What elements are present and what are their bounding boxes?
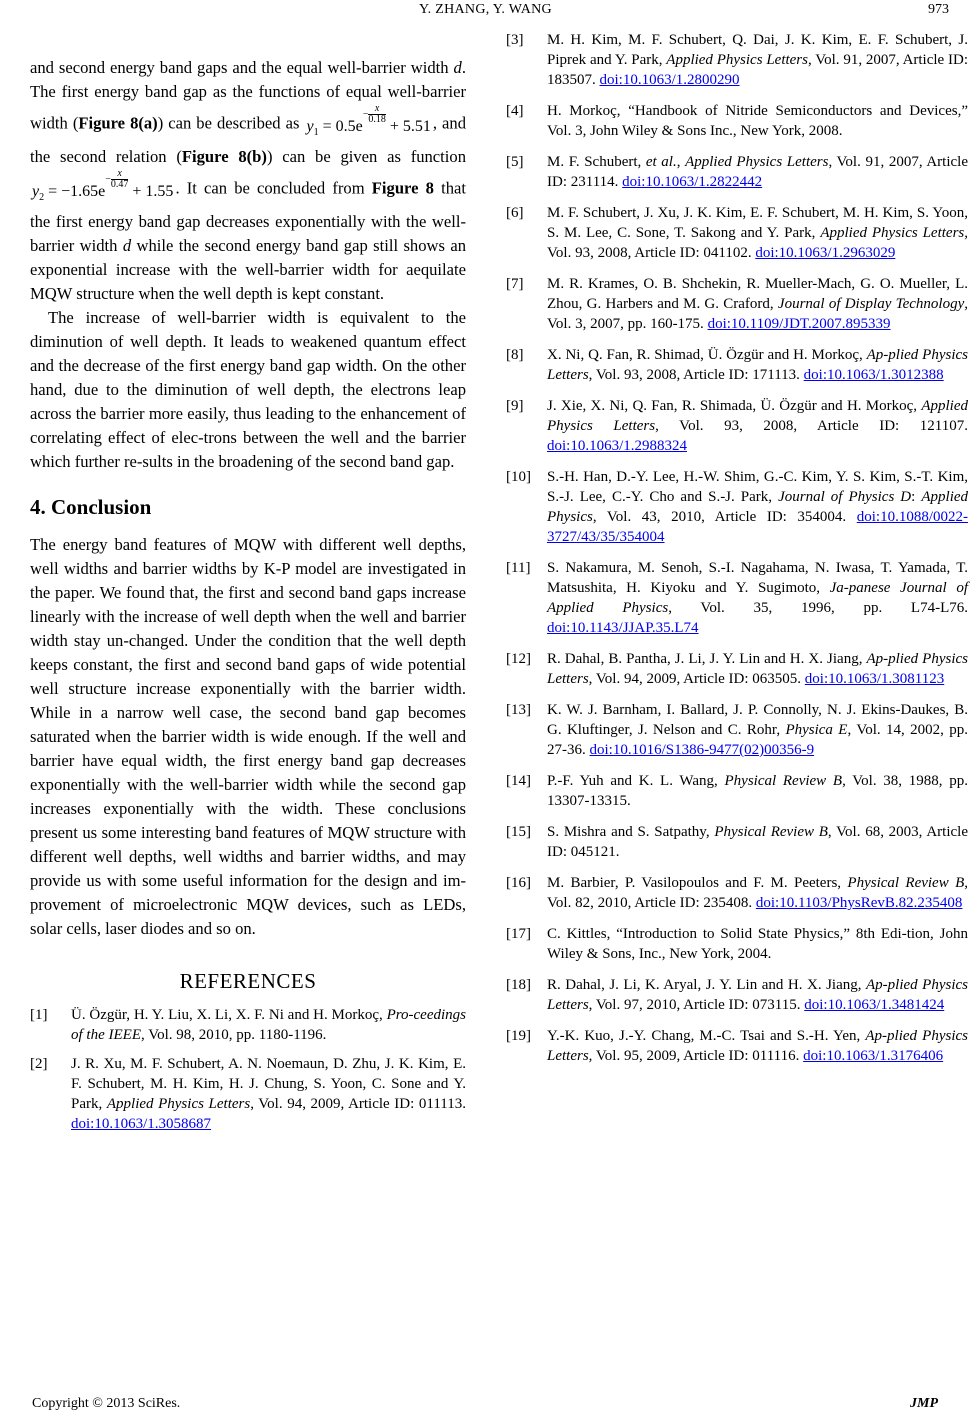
reference-text: M. H. Kim, M. F. Schubert, Q. Dai, J. K. Kim, E. F. Schubert, J. Piprek and Y. Park, <box>547 32 968 68</box>
reference-number: [6] <box>506 205 524 221</box>
reference-number: [9] <box>506 398 524 414</box>
reference-item <box>506 396 968 456</box>
reference-item <box>506 649 968 689</box>
copyright: Copyright © 2013 SciRes. <box>32 1396 181 1411</box>
reference-text: , Vol. 93, 2008, Article ID: 041102. <box>547 225 968 261</box>
reference-item <box>506 274 968 334</box>
reference-item <box>506 873 968 913</box>
reference-item <box>506 700 968 760</box>
reference-text: , Vol. 93, 2008, Article ID: 121107. <box>655 418 968 434</box>
doi-link[interactable]: doi:10.1063/1.3176406 <box>803 1048 944 1064</box>
reference-item <box>506 822 968 862</box>
reference-journal: Physica E <box>785 722 848 738</box>
doi-link[interactable]: doi:10.1063/1.3481424 <box>804 997 945 1013</box>
reference-text: , Vol. 3, 2007, pp. 160-175. <box>547 296 968 332</box>
paragraph-conclusion: The energy band features of MQW with different well depths, well widths and barrier widths by K-P model are investigated in the paper. We found that, the first and second band gaps increase linearly with the increase of well depth when the well and barrier width stay un-changed. Under the condition that the well depth keeps constant, the first and second band gaps of wide potential well structure increase exponentially with the barrier width. While in a narrow well case, the second band gap becomes saturated when the barrier width is wide enough. If the well and barrier have equal width, the first energy band gap decreases exponentially with the well-barrier width while the second gap increases exponentially with the width. These conclusions present us some interesting band features of MQW structure with different well depths, well widths and barrier widths, and may provide us with some useful information for the design and im-provement of microelectronic MQW devices, such as LEDs, solar cells, laser diodes and so on. <box>30 534 466 938</box>
reference-journal: et al. <box>645 154 677 170</box>
reference-text: C. Kittles, “Introduction to Solid State Physics,” 8th Edi-tion, John Wiley & Sons, Inc., New York, 2004. <box>547 926 968 962</box>
reference-journal: Ap-plied Physics Letters <box>547 1028 968 1064</box>
reference-text: : <box>911 489 922 505</box>
reference-item <box>30 1054 466 1134</box>
reference-text: , Vol. 35, 1996, pp. L74-L76. <box>668 600 968 616</box>
reference-item <box>30 1005 466 1045</box>
formula-y1: $y_1 = 0.5e-$ $\frac{x}{0.18}$ + 5.51 <box>306 103 431 138</box>
reference-item <box>506 558 968 638</box>
reference-text: S.-H. Han, D.-Y. Lee, H.-W. Shim, G.-C. Kim, Y. S. Kim, S.-T. Kim, S.-J. Lee, C.-Y. Cho and S.-J. Park, <box>547 469 968 505</box>
references-list-right <box>506 30 968 1077</box>
references-list-left <box>30 1005 466 1134</box>
reference-journal: Applied Physics Letters <box>666 52 808 68</box>
reference-text: J. R. Xu, M. F. Schubert, A. N. Noemaun, D. Zhu, J. K. Kim, E. F. Schubert, M. H. Kim, H. J. Chung, S. Yoon, C. Sone and Y. Park, <box>71 1055 466 1112</box>
reference-journal: Pro-ceedings of the IEEE <box>71 1006 466 1043</box>
reference-number: [2] <box>30 1055 48 1072</box>
reference-text: M. F. Schubert, <box>547 154 646 170</box>
reference-number: [15] <box>506 824 531 840</box>
doi-link[interactable]: doi:10.1063/1.2800290 <box>599 72 740 88</box>
reference-item <box>506 203 968 263</box>
section-heading-conclusion: 4. Conclusion <box>30 494 152 519</box>
reference-journal: Journal of Display Technology <box>777 296 965 312</box>
reference-journal: Ap-plied Physics Letters <box>547 347 968 383</box>
reference-text: , Vol. 97, 2010, Article ID: 073115. <box>588 997 805 1013</box>
reference-journal: Physical Review B <box>724 773 843 789</box>
doi-link[interactable]: doi:10.1063/1.2988324 <box>547 438 688 454</box>
reference-journal: Ap-plied Physics Letters <box>547 651 968 687</box>
reference-number: [10] <box>506 469 531 485</box>
doi-link[interactable]: doi:10.1109/JDT.2007.895339 <box>707 316 891 332</box>
doi-link[interactable]: doi:10.1143/JJAP.35.L74 <box>547 620 699 636</box>
reference-text: M. Barbier, P. Vasilopoulos and F. M. Peeters, <box>547 875 848 891</box>
reference-number: [3] <box>506 32 524 48</box>
reference-text: S. Mishra and S. Satpathy, <box>547 824 715 840</box>
reference-text: , Vol. 93, 2008, Article ID: 171113. <box>588 367 804 383</box>
reference-number: [11] <box>506 560 531 576</box>
paragraph-band-gap-functions: and second energy band gaps and the equal well-barrier width d. The first energy band gap as the functions of equal well-barrier width (Figure 8(a)) can be described as $y_1 = 0.5e-$ $\frac{x}{0.18}$ + 5.51 , and the second relation (Figure 8(b)) can be given as function $y_2 = -1.65e-$ $\frac{x}{0.47}$ + 1.55 . It can be concluded from Figure 8 that the first energy band gap decreases exponentially with the well-barrier width d while the second energy band gap still shows an exponential increase with the well-barrier width for aequilate MQW structure when the well depth is kept constant. <box>30 58 466 303</box>
reference-text: M. F. Schubert, J. Xu, J. K. Kim, E. F. Schubert, M. H. Kim, S. Yoon, S. M. Lee, C. Sone, T. Sakong and Y. Park, <box>547 205 968 241</box>
reference-text: , Vol. 94, 2009, Article ID: 063505. <box>588 671 805 687</box>
reference-text: Ü. Özgür, H. Y. Liu, X. Li, X. F. Ni and H. Morkoç, <box>71 1006 387 1023</box>
reference-number: [5] <box>506 154 524 170</box>
reference-text: Y.-K. Kuo, J.-Y. Chang, M.-C. Tsai and S.-H. Yen, <box>547 1028 866 1044</box>
doi-link[interactable]: doi:10.1063/1.2822442 <box>622 174 763 190</box>
reference-item <box>506 1026 968 1066</box>
doi-link[interactable]: doi:10.1088/0022-3727/43/35/354004 <box>547 509 968 545</box>
doi-link[interactable]: doi:10.1063/1.3012388 <box>803 367 944 383</box>
reference-item <box>506 345 968 385</box>
reference-journal: Ja-panese Journal of Applied Physics <box>547 580 968 616</box>
doi-link[interactable]: doi:10.1063/1.3058687 <box>71 1115 212 1132</box>
reference-journal: Ap-plied Physics Letters <box>547 977 968 1013</box>
reference-number: [18] <box>506 977 531 993</box>
reference-text: , Vol. 91, 2007, Article ID: 183507. <box>547 52 968 88</box>
reference-text: , Vol. 94, 2009, Article ID: 011113. <box>250 1095 466 1112</box>
reference-text: , Vol. 38, 1988, pp. 13307-13315. <box>547 773 968 809</box>
doi-link[interactable]: doi:10.1063/1.3081123 <box>804 671 945 687</box>
references-heading: REFERENCES <box>179 968 317 993</box>
reference-text: , Vol. 43, 2010, Article ID: 354004. <box>592 509 857 525</box>
reference-text: , <box>676 154 686 170</box>
reference-text: , Vol. 82, 2010, Article ID: 235408. <box>547 875 968 911</box>
reference-item <box>506 975 968 1015</box>
reference-item <box>506 771 968 811</box>
reference-item <box>506 924 968 964</box>
reference-journal: Applied Physics Letters <box>106 1095 251 1112</box>
reference-text: H. Morkoç, “Handbook of Nitride Semiconductors and Devices,” Vol. 3, John Wiley & Sons Inc., New York, 2008. <box>547 103 968 139</box>
reference-journal: Applied Physics <box>547 489 969 525</box>
left-column <box>30 56 466 1143</box>
reference-number: [8] <box>506 347 524 363</box>
reference-journal: Journal of Physics D <box>778 489 912 505</box>
reference-text: , Vol. 98, 2010, pp. 1180-1196. <box>140 1026 327 1043</box>
reference-number: [19] <box>506 1028 531 1044</box>
reference-text: , Vol. 91, 2007, Article ID: 231114. <box>547 154 968 190</box>
doi-link[interactable]: doi:10.1063/1.2963029 <box>755 245 896 261</box>
reference-journal: Applied Physics Letters <box>685 154 829 170</box>
page-footer <box>32 1396 938 1412</box>
reference-text: R. Dahal, J. Li, K. Aryal, J. Y. Lin and H. X. Jiang, <box>547 977 867 993</box>
reference-text: R. Dahal, B. Pantha, J. Li, J. Y. Lin and H. X. Jiang, <box>547 651 867 667</box>
reference-journal: Physical Review B <box>714 824 828 840</box>
reference-item <box>506 101 968 141</box>
reference-item <box>506 467 968 547</box>
reference-journal: Applied Physics Letters <box>820 225 965 241</box>
reference-text: , Vol. 68, 2003, Article ID: 045121. <box>547 824 968 860</box>
reference-number: [13] <box>506 702 531 718</box>
reference-item <box>506 152 968 192</box>
reference-journal: Applied Physics Letters <box>547 398 968 434</box>
reference-number: [1] <box>30 1006 48 1023</box>
reference-number: [12] <box>506 651 531 667</box>
reference-number: [14] <box>506 773 531 789</box>
reference-text: , Vol. 95, 2009, Article ID: 011116. <box>588 1048 804 1064</box>
formula-y2: $y_2 = -1.65e-$ $\frac{x}{0.47}$ + 1.55 <box>32 167 174 203</box>
reference-item <box>506 30 968 90</box>
reference-text: K. W. J. Barnham, I. Ballard, J. P. Connolly, N. J. Ekins-Daukes, B. G. Kluftinger, J. Nelson and C. Rohr, <box>547 702 968 738</box>
reference-number: [16] <box>506 875 531 891</box>
running-title: Y. ZHANG, Y. WANG <box>419 2 552 17</box>
reference-text: X. Ni, Q. Fan, R. Shimad, Ü. Özgür and H. Morkoç, <box>547 347 867 363</box>
doi-link[interactable]: doi:10.1016/S1386-9477(02)00356-9 <box>589 742 815 758</box>
journal-abbrev: JMP <box>910 1396 938 1411</box>
doi-link[interactable]: doi:10.1103/PhysRevB.82.235408 <box>755 895 963 911</box>
page-header <box>0 0 971 22</box>
reference-number: [17] <box>506 926 531 942</box>
paragraph-well-barrier: The increase of well-barrier width is equivalent to the diminution of well depth. It leads to weakened quantum effect and the decrease of the first energy band gap width. On the other hand, due to the diminution of well depth, the electrons leap across the barrier more easily, thus leading to the enhancement of correlating effect of elec-trons between the well and the barrier which further re-sults in the broadening of the second band gap. <box>30 307 466 471</box>
reference-text: , Vol. 14, 2002, pp. 27-36. <box>547 722 968 758</box>
reference-text: P.-F. Yuh and K. L. Wang, <box>547 773 725 789</box>
page-number: 973 <box>928 2 949 17</box>
reference-number: [7] <box>506 276 524 292</box>
reference-text: J. Xie, X. Ni, Q. Fan, R. Shimada, Ü. Özgür and H. Morkoç, <box>547 398 922 414</box>
reference-number: [4] <box>506 103 524 119</box>
reference-text: S. Nakamura, M. Senoh, S.-I. Nagahama, N. Iwasa, T. Yamada, T. Matsushita, H. Kiyoku and Y. Sugimoto, <box>547 560 968 596</box>
reference-text: M. R. Krames, O. B. Shchekin, R. Mueller-Mach, G. O. Mueller, L. Zhou, G. Harbers and M. G. Craford, <box>547 276 968 312</box>
reference-journal: Physical Review B <box>847 875 965 891</box>
